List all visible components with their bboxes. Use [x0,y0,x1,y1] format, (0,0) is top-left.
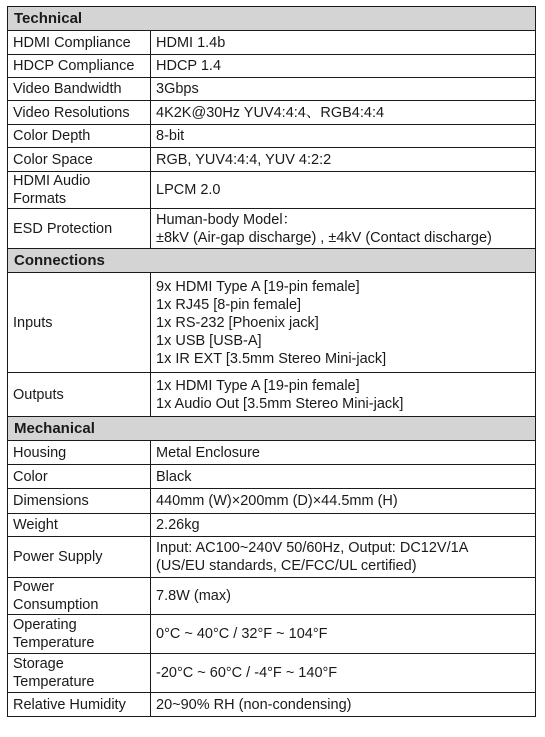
spec-row-power-supply [8,537,536,578]
label-line: Consumption [13,597,99,613]
spec-value: 4K2K@30Hz YUV4:4:4、RGB4:4:4 [151,101,536,125]
spec-label: Weight [8,514,151,537]
section-header-connections [8,249,536,273]
spec-value: LPCM 2.0 [151,172,536,209]
spec-value: 0°C ~ 40°C / 32°F ~ 104°F [151,615,536,654]
spec-value: 7.8W (max) [151,578,536,615]
value-line: 1x RJ45 [8-pin female] [156,296,302,313]
value-line: 1x Audio Out [3.5mm Stereo Mini-jack] [156,395,404,412]
spec-row-video-resolutions [8,101,536,125]
spec-row-hdmi-audio-formats [8,172,536,209]
value-line: 1x HDMI Type A [19-pin female] [156,377,360,394]
section-title: Technical [8,7,536,31]
spec-row-hdmi-compliance [8,31,536,55]
spec-value [151,209,536,249]
spec-label: Color Depth [8,125,151,148]
spec-value: Black [151,465,536,489]
section-header-technical [8,7,536,31]
spec-row-dimensions [8,489,536,514]
spec-label: Housing [8,441,151,465]
label-line: Power [13,579,55,595]
spec-label: HDMI Compliance [8,31,151,55]
label-line: Storage [13,656,64,672]
spec-row-color [8,465,536,489]
spec-value: HDCP 1.4 [151,55,536,78]
spec-value: HDMI 1.4b [151,31,536,55]
spec-value: -20°C ~ 60°C / -4°F ~ 140°F [151,654,536,693]
spec-value [151,273,536,373]
spec-label: Color Space [8,148,151,172]
spec-value: 3Gbps [151,78,536,101]
section-title: Connections [8,249,536,273]
spec-value: 440mm (W)×200mm (D)×44.5mm (H) [151,489,536,514]
spec-row-inputs [8,273,536,373]
value-line: ±8kV (Air-gap discharge) , ±4kV (Contact discharge) [156,229,492,246]
label-line: Temperature [13,635,95,651]
spec-label: Power Supply [8,537,151,578]
spec-label: Outputs [8,373,151,417]
spec-value: 20~90% RH (non-condensing) [151,693,536,717]
spec-row-relative-humidity [8,693,536,717]
spec-label: Video Bandwidth [8,78,151,101]
spec-row-storage-temperature [8,654,536,693]
section-title: Mechanical [8,417,536,441]
spec-label: Relative Humidity [8,693,151,717]
spec-value [151,537,536,578]
label-line: Formats [13,191,67,207]
spec-label: Video Resolutions [8,101,151,125]
value-line: 9x HDMI Type A [19-pin female] [156,278,360,295]
spec-value [151,373,536,417]
spec-label: HDCP Compliance [8,55,151,78]
spec-row-esd-protection [8,209,536,249]
spec-value: 2.26kg [151,514,536,537]
spec-label [8,578,151,615]
spec-label: ESD Protection [8,209,151,249]
label-line: Temperature [13,674,95,690]
spec-label: Inputs [8,273,151,373]
spec-label [8,654,151,693]
spec-label: Dimensions [8,489,151,514]
value-line: 1x IR EXT [3.5mm Stereo Mini-jack] [156,350,387,367]
spec-row-operating-temperature [8,615,536,654]
value-line: Human-body Model： [156,211,298,228]
section-header-mechanical [8,417,536,441]
spec-row-weight [8,514,536,537]
spec-label [8,172,151,209]
spec-row-power-consumption [8,578,536,615]
spec-row-color-depth [8,125,536,148]
spec-row-housing [8,441,536,465]
spec-row-outputs [8,373,536,417]
specifications-table [7,6,536,717]
spec-row-color-space [8,148,536,172]
label-line: Operating [13,617,77,633]
value-line: Input: AC100~240V 50/60Hz, Output: DC12V/1A [156,540,469,556]
spec-row-hdcp-compliance [8,55,536,78]
spec-label: Color [8,465,151,489]
spec-value: 8-bit [151,125,536,148]
value-line: (US/EU standards, CE/FCC/UL certified) [156,558,417,574]
label-line: HDMI Audio [13,173,91,189]
spec-label [8,615,151,654]
value-line: 1x USB [USB-A] [156,332,262,349]
spec-value: Metal Enclosure [151,441,536,465]
spec-row-video-bandwidth [8,78,536,101]
spec-value: RGB, YUV4:4:4, YUV 4:2:2 [151,148,536,172]
value-line: 1x RS-232 [Phoenix jack] [156,314,319,331]
